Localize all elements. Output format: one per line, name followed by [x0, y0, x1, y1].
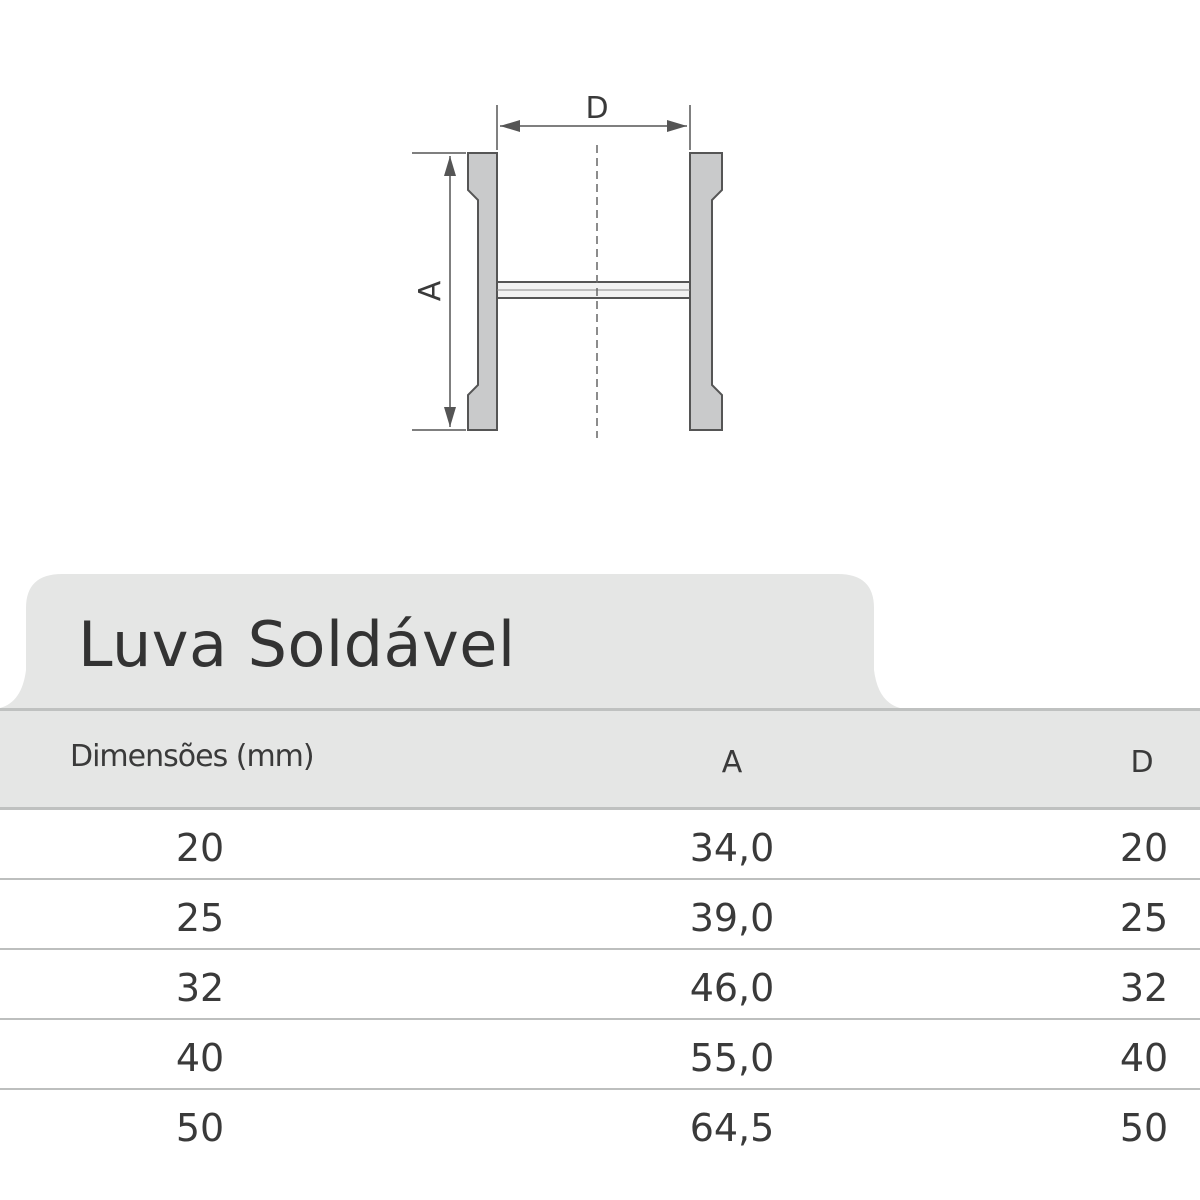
- cell-dimension: 50: [175, 1106, 225, 1150]
- cell-a: 34,0: [689, 826, 775, 870]
- cell-d: 20: [1119, 826, 1169, 870]
- dimensions-table: [0, 708, 1200, 1158]
- cell-dimension: 40: [175, 1036, 225, 1080]
- cell-d: 25: [1119, 896, 1169, 940]
- page-title: Luva Soldável: [78, 608, 516, 681]
- cell-a: 64,5: [689, 1106, 775, 1150]
- cell-a: 39,0: [689, 896, 775, 940]
- table-header: [0, 708, 1200, 810]
- luva-cross-section-diagram: [0, 0, 1200, 540]
- header-d: D: [1130, 745, 1154, 780]
- cell-dimension: 20: [175, 826, 225, 870]
- cell-dimension: 25: [175, 896, 225, 940]
- cell-dimension: 32: [175, 966, 225, 1010]
- cell-d: 50: [1119, 1106, 1169, 1150]
- cell-a: 46,0: [689, 966, 775, 1010]
- left-wall: [468, 153, 497, 430]
- cell-a: 55,0: [689, 1036, 775, 1080]
- table-row: [0, 880, 1200, 950]
- cell-d: 32: [1119, 966, 1169, 1010]
- right-wall: [690, 153, 722, 430]
- dimension-d-label: D: [585, 91, 609, 126]
- header-a: A: [721, 745, 743, 780]
- table-row: [0, 1090, 1200, 1158]
- cell-d: 40: [1119, 1036, 1169, 1080]
- dimension-a-label: A: [413, 280, 448, 302]
- table-row: [0, 810, 1200, 880]
- table-row: [0, 1020, 1200, 1090]
- header-dimensions: Dimensões (mm): [70, 739, 314, 774]
- table-row: [0, 950, 1200, 1020]
